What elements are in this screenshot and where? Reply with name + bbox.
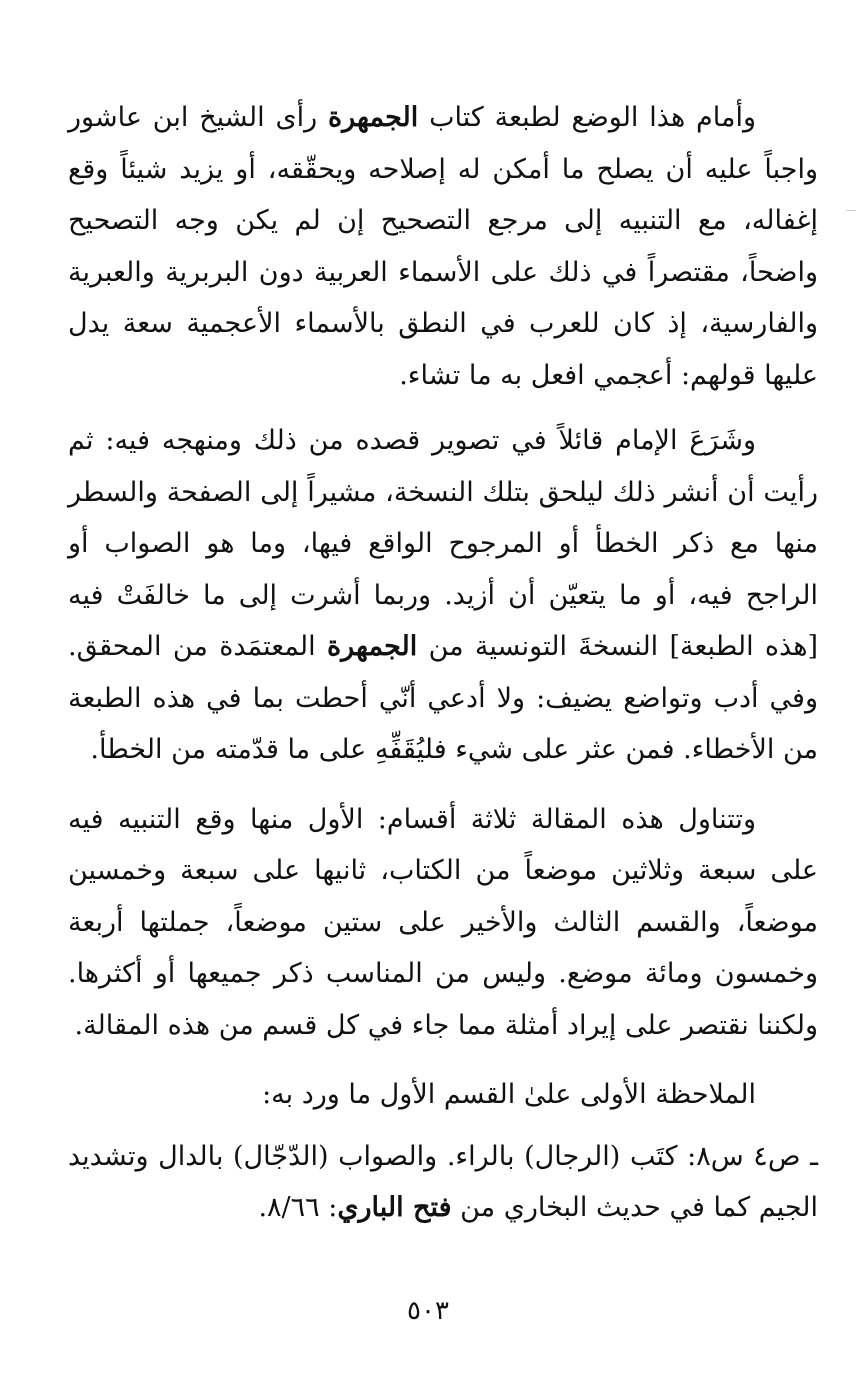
paragraph-2 bbox=[68, 415, 818, 776]
p2-book-title: الجمهرة bbox=[326, 631, 418, 662]
page-edge-mark bbox=[846, 210, 856, 211]
p1-text-2: رأى الشيخ ابن عاشور واجباً عليه أن يصلح ما أمكن له إصلاحه ويحقّقه، أو يزيد شيئاً وقع إغفاله، مع التنبيه إلى مرجع التصحيح إن لم يكن وجه التصحيح واضحاً، مقتصراً في ذلك على الأسماء العربية دون البربرية والعبرية والفارسية، إذ كان للعرب في النطق بالأسماء الأعجمية سعة يدل عليها قولهم: أعجمي افعل به ما تشاء. bbox=[68, 102, 818, 391]
paragraph-4 bbox=[68, 1069, 818, 1121]
p2-text-2: المعتمَدة من المحقق. وفي أدب وتواضع يضيف: ولا أدعي أنّي أحطت بما في هذه الطبعة من الأخطاء. فمن عثر على شيء فليُقَفِّهِ على ما قدّمته من الخطأ. bbox=[68, 631, 818, 765]
document-page bbox=[68, 92, 818, 1234]
paragraph-1 bbox=[68, 92, 818, 401]
p2-text-1: وشَرَعَ الإمام قائلاً في تصوير قصده من ذلك ومنهجه فيه: ثم رأيت أن أنشر ذلك ليلحق بتلك النسخة، مشيراً إلى الصفحة والسطر منها مع ذكر الخطأ أو المرجوح الواقع فيها، وما هو الصواب أو الراجح فيه، أو ما يتعيّن أن أزيد. وربما أشرت إلى ما خالفَتْ فيه [هذه الطبعة] النسخةَ التونسية من bbox=[68, 425, 818, 662]
p5-text-1: ـ ص٤ س٨: كتَب (الرجال) بالراء. والصواب (الدّجّال) بالدال وتشديد الجيم كما في حديث البخاري من bbox=[68, 1140, 818, 1223]
p5-text-2: : ٨/٦٦. bbox=[258, 1192, 338, 1223]
p3-text-1: وتتناول هذه المقالة ثلاثة أقسام: الأول منها وقع التنبيه فيه على سبعة وثلاثين موضعاً من الكتاب، ثانيها على سبعة وخمسين موضعاً، والقسم الثالث والأخير على ستين موضعاً، جملتها أربعة وخمسون ومائة موضع. وليس من المناسب ذكر جميعها أو أكثرها. ولكننا نقتصر على إيراد أمثلة مما جاء في كل قسم من هذه المقالة. bbox=[68, 803, 818, 1041]
p1-text-1: وأمام هذا الوضع لطبعة كتاب bbox=[418, 102, 756, 133]
p5-book-title: فتح الباري bbox=[337, 1192, 452, 1223]
paragraph-3 bbox=[68, 794, 818, 1052]
paragraph-5-note bbox=[68, 1131, 818, 1234]
p4-text-1: الملاحظة الأولى علىٰ القسم الأول ما ورد به: bbox=[262, 1079, 756, 1110]
p1-book-title: الجمهرة bbox=[327, 102, 419, 133]
page-number: ٥٠٣ bbox=[407, 1296, 449, 1326]
